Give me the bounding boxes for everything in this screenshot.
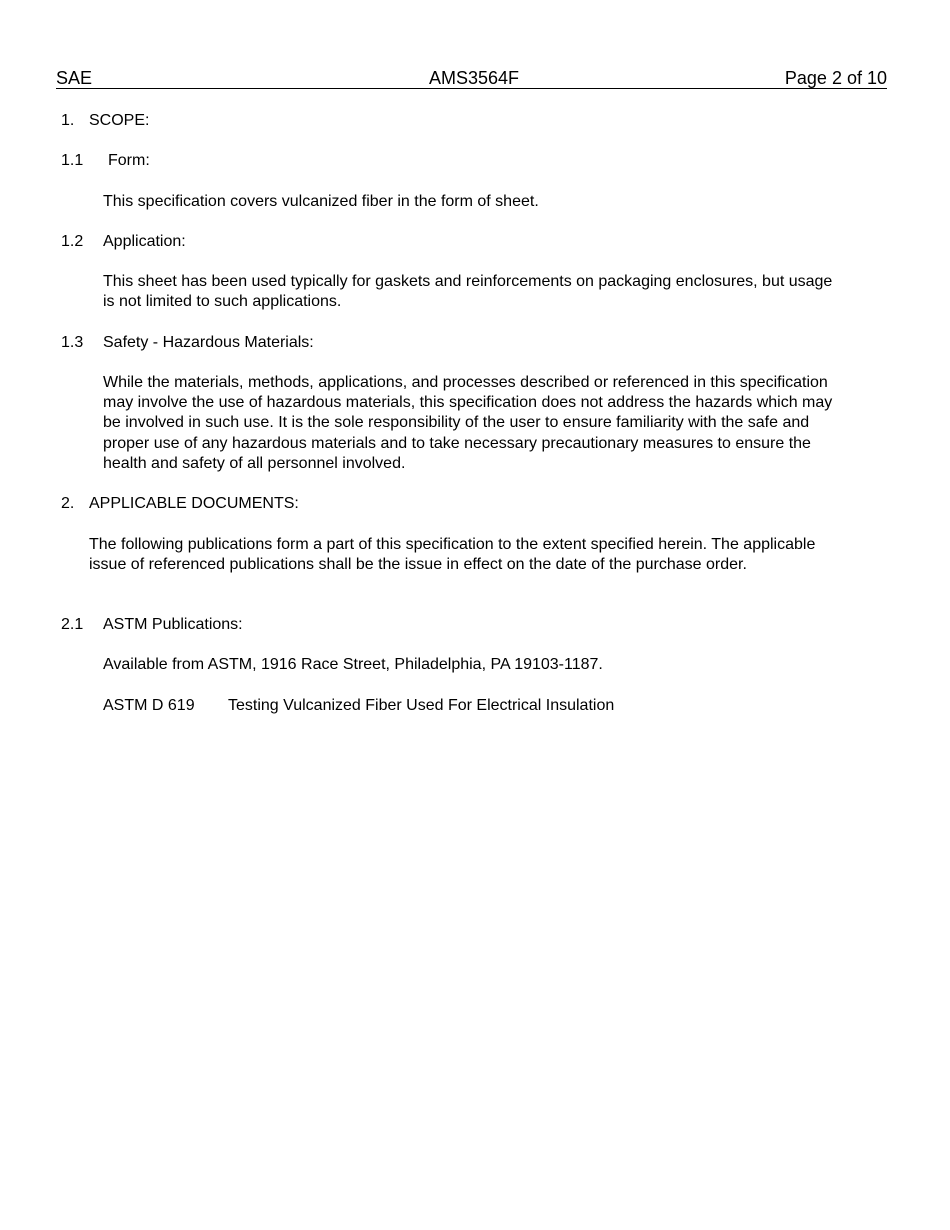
reference-id: ASTM D 619 — [103, 697, 195, 714]
section-2-1-number: 2.1 — [61, 616, 84, 633]
reference-title: Testing Vulcanized Fiber Used For Electrical Insulation — [228, 697, 615, 714]
page-header — [56, 66, 887, 89]
header-org: SAE — [56, 68, 93, 88]
section-1-number: 1. — [61, 112, 75, 129]
section-2-number: 2. — [61, 495, 75, 512]
section-1-title: SCOPE: — [89, 112, 150, 129]
section-1-1-title: Form: — [108, 152, 150, 169]
section-2-title: APPLICABLE DOCUMENTS: — [89, 495, 299, 512]
section-2-1-body: Available from ASTM, 1916 Race Street, Philadelphia, PA 19103-1187. — [103, 656, 603, 673]
section-1-2-title: Application: — [103, 233, 186, 250]
section-1-2-body: This sheet has been used typically for gaskets and reinforcements on packaging enclosures, but usage is not limited to such applications. — [103, 273, 833, 311]
section-1-1-body: This specification covers vulcanized fiber in the form of sheet. — [103, 193, 539, 210]
section-2-body: The following publications form a part of this specification to the extent specified herein. The applicable issue of referenced publications shall be the issue in effect on the date of the purchase order. — [89, 536, 816, 574]
header-doc-number: AMS3564F — [429, 68, 520, 88]
header-page-number: Page 2 of 10 — [784, 68, 887, 88]
section-1-3-title: Safety - Hazardous Materials: — [103, 334, 314, 351]
section-1-1-number: 1.1 — [61, 152, 84, 169]
section-2-1-title: ASTM Publications: — [103, 616, 243, 633]
section-1-3-number: 1.3 — [61, 334, 84, 351]
section-1-2-number: 1.2 — [61, 233, 84, 250]
section-1-3-body: While the materials, methods, applications, and processes described or referenced in this specification may involve the use of hazardous materials, this specification does not address the hazards which may be involved in such use. It is the sole responsibility of the user to ensure familiarity with the safe and proper use of any hazardous materials and to take necessary precautionary measures to ensure the health and safety of all personnel involved. — [103, 374, 833, 472]
